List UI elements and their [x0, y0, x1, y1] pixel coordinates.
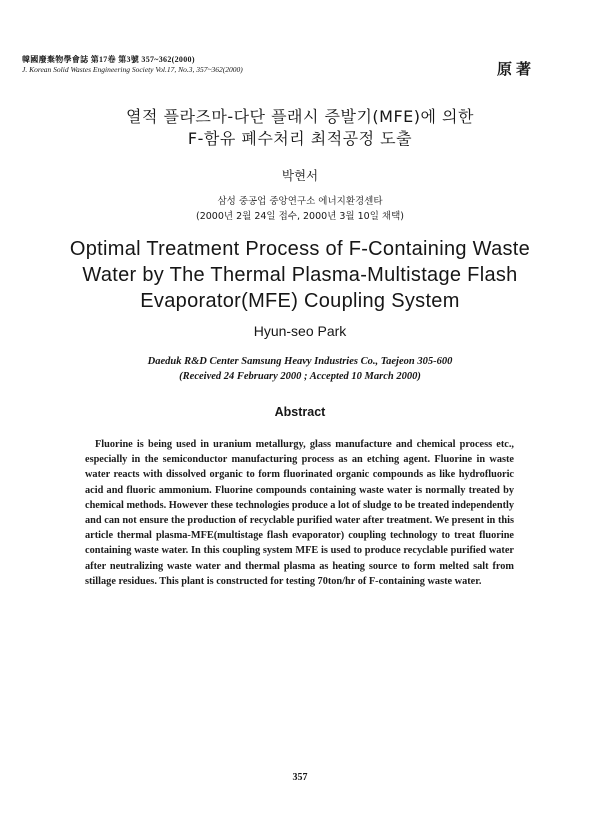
article-type-badge: 原著 — [497, 60, 536, 78]
english-author: Hyun-seo Park — [253, 323, 347, 339]
journal-english-citation: J. Korean Solid Wastes Engineering Society Vol.17, No.3, 357~362(2000) — [22, 65, 243, 74]
english-dates: (Received 24 February 2000 ; Accepted 10 March 2000) — [179, 371, 421, 382]
korean-title-line-1: 열적 플라즈마-다단 플래시 증발기(MFE)에 의한 — [126, 107, 474, 126]
english-title-line-1: Optimal Treatment Process of F-Containing Waste — [69, 238, 531, 260]
journal-korean-citation: 韓國廢棄物學會誌 第17卷 第3號 357~362(2000) — [22, 55, 195, 64]
korean-dates: (2000년 2월 24일 접수, 2000년 3월 10일 채택) — [196, 211, 404, 222]
abstract-body: Fluorine is being used in uranium metallurgy, glass manufacture and chemical process etc., especially in the semiconductor manufacturing process as an etching agent. Fluorine in waste water reacts with dissolved organic to form fluorinated organic compounds as like hydrofluoric acid and fluoric ammonium. Fluorine compounds containing waste water is normally treated by chemical methods. However these technologies produce a lot of sludge to be treated independently and can not ensure the production of recyclable purified water after treatment. We present in this article thermal plasma-MFE(multistage flash evaporator) coupling technology to treat fluorine containing waste water. In this coupling system MFE is used to produce recyclable purified water after neutralizing waste water and thermal plasma as heating source to form melted salt from stillage residues. This plant is constructed for testing 70ton/hr of F-containing waste water. — [85, 439, 515, 587]
english-title-line-2: Water by The Thermal Plasma-Multistage Flash — [82, 264, 518, 286]
abstract-heading: Abstract — [274, 405, 326, 419]
english-title-line-3: Evaporator(MFE) Coupling System — [140, 290, 460, 312]
page-number: 357 — [292, 772, 308, 783]
korean-author: 박현서 — [281, 168, 319, 183]
korean-title-line-2: F-함유 폐수처리 최적공정 도출 — [187, 129, 413, 148]
korean-affiliation: 삼성 중공업 중앙연구소 에너지환경센타 — [217, 196, 383, 207]
english-affiliation: Daeduk R&D Center Samsung Heavy Industries Co., Taejeon 305-600 — [147, 356, 453, 367]
journal-header — [22, 55, 382, 75]
